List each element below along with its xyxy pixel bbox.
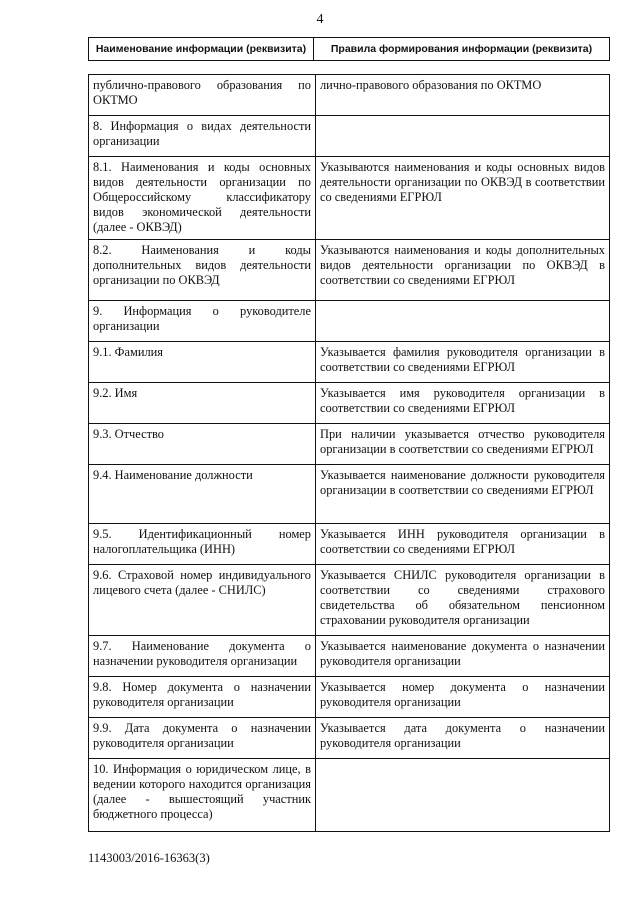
table-row [89,718,610,759]
requisite-rule: Указываются наименования и коды дополнительных видов деятельности организации по ОКВЭД в соответствии со сведениями ЕГРЮЛ [316,240,610,301]
requisite-name: 8.2. Наименования и коды дополнительных видов деятельности организации по ОКВЭД [89,240,316,301]
requisite-rule: Указывается наименование должности руководителя организации в соответствии со сведениями ЕГРЮЛ [316,465,610,524]
requisite-rule: При наличии указывается отчество руководителя организации в соответствии со сведениями ЕГРЮЛ [316,424,610,465]
requisite-name: публично-правового образования по ОКТМО [89,75,316,116]
table-row [89,75,610,116]
requisite-name: 9.8. Номер документа о назначении руководителя организации [89,677,316,718]
header-col-rules: Правила формирования информации (реквизита) [314,38,610,61]
requisite-name: 10. Информация о юридическом лице, в ведении которого находится организация (далее - вышестоящий участник бюджетного процесса) [89,759,316,832]
table-row [89,157,610,240]
table-header [88,37,610,61]
requisite-rule: Указывается фамилия руководителя организации в соответствии со сведениями ЕГРЮЛ [316,342,610,383]
table-row [89,342,610,383]
requisite-rule: Указывается ИНН руководителя организации в соответствии со сведениями ЕГРЮЛ [316,524,610,565]
requisite-rule [316,301,610,342]
requisite-name: 9.6. Страховой номер индивидуального лицевого счета (далее - СНИЛС) [89,565,316,636]
table-row [89,759,610,832]
requisites-table [88,74,610,832]
requisite-name: 9.3. Отчество [89,424,316,465]
table-row [89,465,610,524]
requisite-rule [316,759,610,832]
requisite-name: 9.4. Наименование должности [89,465,316,524]
requisite-rule: лично-правового образования по ОКТМО [316,75,610,116]
table-row [89,677,610,718]
requisite-name: 9.9. Дата документа о назначении руководителя организации [89,718,316,759]
table-row [89,301,610,342]
requisite-name: 8. Информация о видах деятельности организации [89,116,316,157]
table-row [89,424,610,465]
requisite-rule: Указывается номер документа о назначении руководителя организации [316,677,610,718]
requisite-rule: Указывается имя руководителя организации в соответствии со сведениями ЕГРЮЛ [316,383,610,424]
document-code: 1143003/2016-16363(3) [88,851,210,865]
requisite-rule: Указывается наименование документа о назначении руководителя организации [316,636,610,677]
requisite-rule: Указывается СНИЛС руководителя организации в соответствии со сведениями страхового свидетельства об обязательном пенсионном страховании руководителя организации [316,565,610,636]
table-row [89,636,610,677]
requisite-name: 8.1. Наименования и коды основных видов деятельности организации по Общероссийскому классификатору видов экономической деятельности (далее - ОКВЭД) [89,157,316,240]
table-row [89,240,610,301]
table-row [89,565,610,636]
requisite-name: 9.7. Наименование документа о назначении руководителя организации [89,636,316,677]
requisite-rule: Указываются наименования и коды основных видов деятельности организации по ОКВЭД в соответствии со сведениями ЕГРЮЛ [316,157,610,240]
table-row [89,524,610,565]
table-row [89,383,610,424]
requisite-name: 9. Информация о руководителе организации [89,301,316,342]
requisite-rule: Указывается дата документа о назначении руководителя организации [316,718,610,759]
requisite-name: 9.5. Идентификационный номер налогоплательщика (ИНН) [89,524,316,565]
table-row [89,116,610,157]
header-col-name: Наименование информации (реквизита) [89,38,314,61]
requisite-rule [316,116,610,157]
requisite-name: 9.1. Фамилия [89,342,316,383]
page-number: 4 [316,12,324,27]
requisite-name: 9.2. Имя [89,383,316,424]
